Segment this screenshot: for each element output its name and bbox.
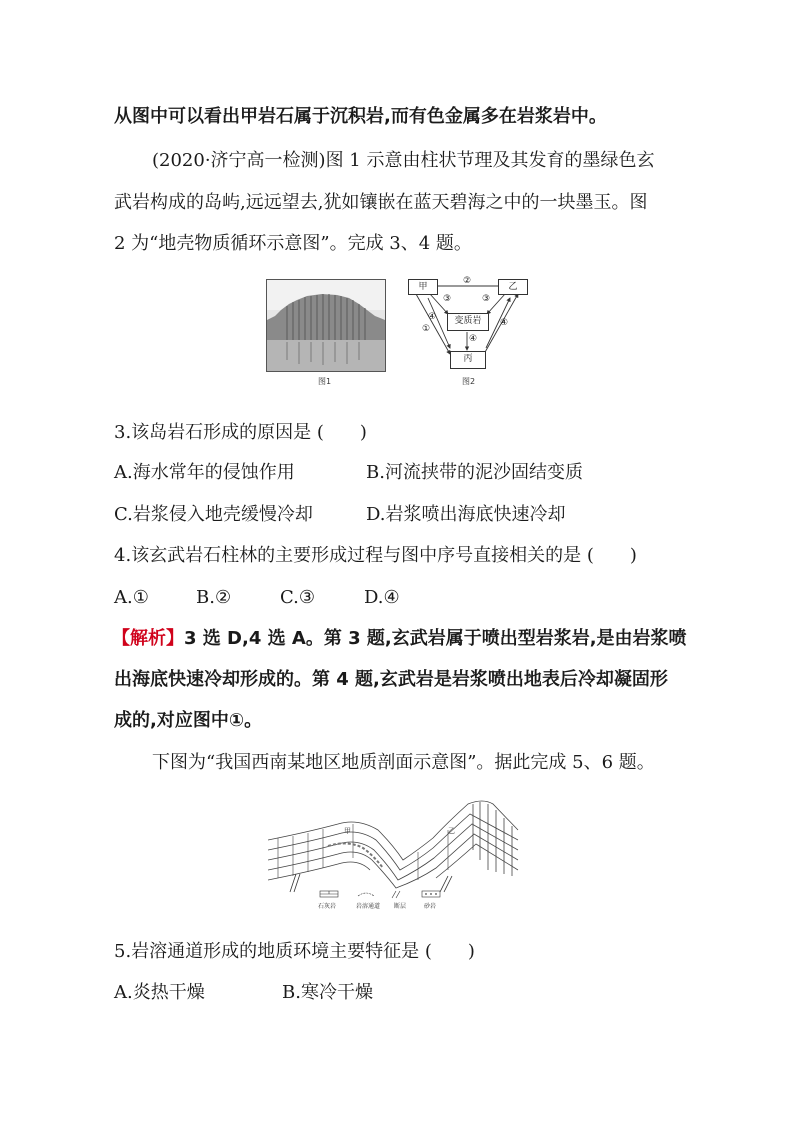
q3-option-b: B.河流挟带的泥沙固结变质	[366, 462, 583, 483]
cross-section-label-jia: 甲	[344, 827, 351, 835]
intro-line-3: 2 为“地壳物质循环示意图”。完成 3、4 题。	[114, 233, 472, 254]
q4-option-c: C.③	[280, 587, 315, 608]
q3-option-d: D.岩浆喷出海底快速冷却	[366, 504, 566, 525]
q4-option-d: D.④	[364, 587, 400, 608]
rock-box-yi: 乙	[498, 279, 528, 295]
label-4-center: ④	[469, 334, 478, 344]
q4-option-a: A.①	[114, 587, 149, 608]
label-1: ①	[422, 324, 431, 334]
legend-sandstone: 砂岩	[424, 903, 437, 910]
q5-option-a: A.炎热干燥	[114, 982, 205, 1003]
legend-karst-channel: 岩溶通道	[356, 903, 381, 910]
legend-symbols	[318, 890, 448, 900]
cross-section-label-yi: 乙	[448, 827, 455, 835]
label-4-left: ④	[428, 312, 437, 322]
label-4-right: ④	[500, 318, 509, 328]
intro-line-2: 武岩构成的岛屿,远远望去,犹如镶嵌在蓝天碧海之中的一块墨玉。图	[114, 192, 648, 213]
label-2: ②	[463, 276, 472, 286]
rock-box-metamorphic: 变质岩	[447, 313, 489, 331]
q3-option-a: A.海水常年的侵蚀作用	[114, 462, 295, 483]
geologic-cross-section	[268, 800, 530, 900]
q5-option-b: B.寒冷干燥	[282, 982, 373, 1003]
intro-line-1: (2020·济宁高一检测)图 1 示意由柱状节理及其发育的墨绿色玄	[152, 150, 655, 171]
q4-stem: 4.该玄武岩石柱林的主要形成过程与图中序号直接相关的是 ( )	[114, 545, 637, 566]
q4-option-b: B.②	[196, 587, 232, 608]
label-3-left: ③	[443, 294, 452, 304]
legend-fault: 断层	[394, 903, 407, 910]
figure-1-caption: 图1	[318, 377, 332, 386]
analysis-line-3: 成的,对应图中①。	[114, 710, 263, 731]
analysis-tag: 【解析】	[112, 628, 184, 649]
analysis-line-2: 出海底快速冷却形成的。第 4 题,玄武岩是岩浆喷出地表后冷却凝固形	[114, 669, 668, 690]
legend-limestone: 石灰岩	[318, 903, 337, 910]
answer-continuation: 从图中可以看出甲岩石属于沉积岩,而有色金属多在岩浆岩中。	[114, 106, 607, 127]
rock-box-bing: 丙	[450, 351, 486, 369]
analysis-line-1	[112, 628, 687, 650]
figure-2-caption: 图2	[462, 377, 476, 386]
label-3-right: ③	[482, 294, 491, 304]
q3-option-c: C.岩浆侵入地壳缓慢冷却	[114, 504, 313, 525]
q3-stem: 3.该岛岩石形成的原因是 ( )	[114, 422, 367, 443]
basalt-island-photo	[266, 279, 386, 372]
rock-box-jia: 甲	[408, 279, 438, 295]
basalt-island-illustration	[267, 280, 385, 371]
q5-stem: 5.岩溶通道形成的地质环境主要特征是 ( )	[114, 941, 475, 962]
intro2: 下图为“我国西南某地区地质剖面示意图”。据此完成 5、6 题。	[152, 752, 655, 773]
analysis-text-1: 3 选 D,4 选 A。第 3 题,玄武岩属于喷出型岩浆岩,是由岩浆喷	[184, 628, 687, 649]
